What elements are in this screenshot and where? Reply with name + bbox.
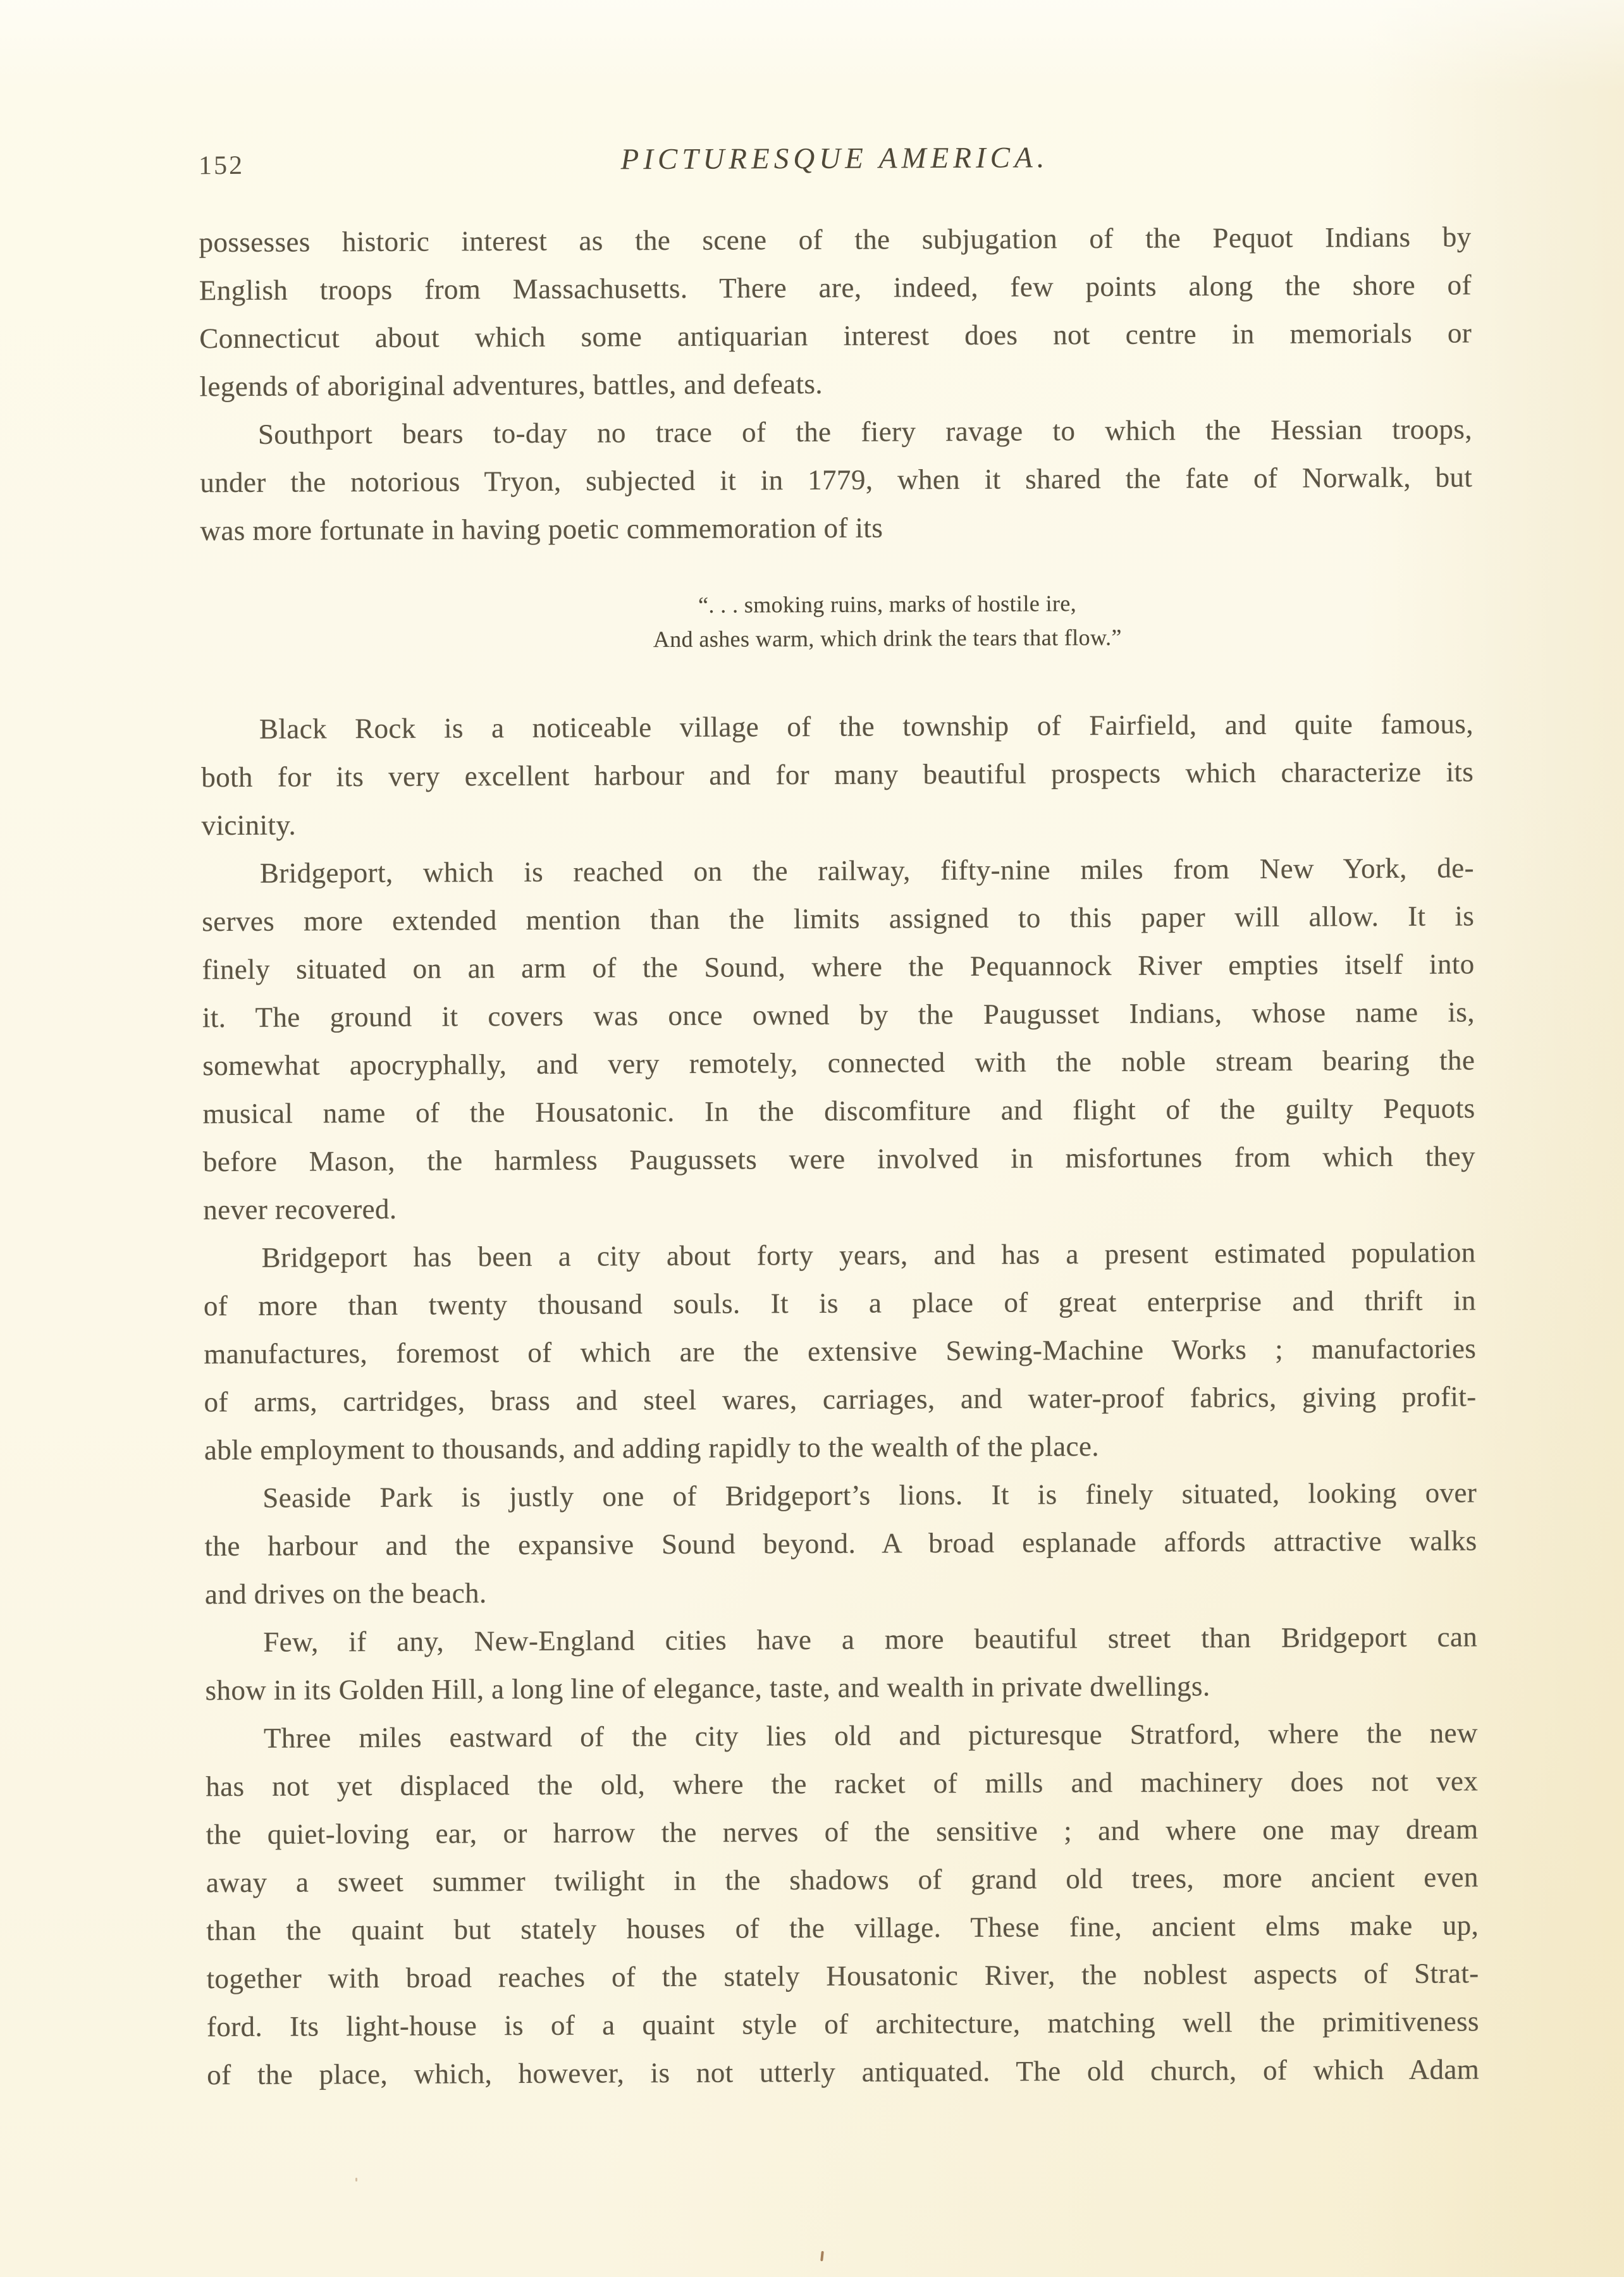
text-line: Southport bears to-day no trace of the fiery ravage to which the Hessian troops, bbox=[257, 413, 1473, 450]
text-line: Seaside Park is justly one of Bridgeport’s lions. It is finely situated, looking over bbox=[262, 1476, 1477, 1514]
text-line: finely situated on an arm of the Sound, where the Pequannock River empties itself into bbox=[202, 948, 1475, 986]
text-line: the harbour and the expansive Sound beyond. A broad esplanade affords attractive walks bbox=[204, 1525, 1477, 1562]
text-line: never recovered. bbox=[203, 1193, 397, 1226]
paragraph bbox=[202, 844, 1476, 1234]
ink-speck bbox=[355, 2178, 357, 2182]
text-line: legends of aboriginal adventures, battles, and defeats. bbox=[199, 367, 823, 403]
text-line: has not yet displaced the old, where the racket of mills and machinery does not vex bbox=[206, 1765, 1479, 1803]
verse-line: “. . . smoking ruins, marks of hostile ire, bbox=[698, 591, 1077, 618]
page-body bbox=[199, 212, 1479, 2099]
text-line: and drives on the beach. bbox=[204, 1577, 487, 1611]
paragraph bbox=[206, 1709, 1480, 2099]
text-line: ford. Its light-house is of a quaint style of architecture, matching well the primitiveness bbox=[206, 2005, 1479, 2043]
paragraph bbox=[200, 405, 1473, 555]
text-line: away a sweet summer twilight in the shadows of grand old trees, more ancient even bbox=[206, 1861, 1479, 1899]
text-line: of the place, which, however, is not utterly antiquated. The old church, of which Adam bbox=[207, 2053, 1480, 2091]
text-line: Black Rock is a noticeable village of the township of Fairfield, and quite famous, bbox=[259, 708, 1474, 745]
text-line: Bridgeport has been a city about forty years, and has a present estimated population bbox=[261, 1236, 1476, 1274]
text-line: manufactures, foremost of which are the extensive Sewing-Machine Works ; manufactories bbox=[204, 1332, 1477, 1370]
text-line: together with broad reaches of the stately Housatonic River, the noblest aspects of Strat- bbox=[206, 1957, 1479, 1995]
paragraph bbox=[203, 1228, 1477, 1474]
text-line: of more than twenty thousand souls. It is a place of great enterprise and thrift in bbox=[203, 1284, 1477, 1322]
text-line: possesses historic interest as the scene of the subjugation of the Pequot Indians by bbox=[199, 221, 1472, 259]
text-line: show in its Golden Hill, a long line of elegance, taste, and wealth in private dwellings. bbox=[205, 1670, 1210, 1707]
paragraph bbox=[201, 699, 1474, 849]
text-line: somewhat apocryphally, and very remotely, connected with the noble stream bearing the bbox=[202, 1044, 1475, 1082]
text-line: Bridgeport, which is reached on the railway, fifty-nine miles from New York, de- bbox=[259, 852, 1475, 889]
text-line: it. The ground it covers was once owned by the Paugusset Indians, whose name is, bbox=[202, 996, 1475, 1034]
text-line: Three miles eastward of the city lies old and picturesque Stratford, where the new bbox=[263, 1717, 1479, 1754]
text-line: Few, if any, New-England cities have a more beautiful street than Bridgeport can bbox=[263, 1621, 1478, 1658]
text-line: was more fortunate in having poetic commemoration of its bbox=[200, 512, 883, 547]
text-line: serves more extended mention than the limits assigned to this paper will allow. It is bbox=[202, 900, 1475, 938]
verse-line: And ashes warm, which drink the tears that flow.” bbox=[653, 624, 1122, 653]
text-line: of arms, cartridges, brass and steel wares, carriages, and water-proof fabrics, giving profit- bbox=[204, 1380, 1477, 1418]
paragraph bbox=[199, 212, 1472, 410]
text-line: both for its very excellent harbour and for many beautiful prospects which characterize its bbox=[201, 756, 1474, 794]
text-line: vicinity. bbox=[201, 809, 297, 842]
text-line: musical name of the Housatonic. In the discomfiture and flight of the guilty Pequots bbox=[202, 1092, 1475, 1130]
verse-block bbox=[200, 584, 1473, 658]
text-line: able employment to thousands, and adding rapidly to the wealth of the place. bbox=[204, 1430, 1100, 1466]
text-line: before Mason, the harmless Paugussets were involved in misfortunes from which they bbox=[202, 1140, 1476, 1178]
text-line: English troops from Massachusetts. There are, indeed, few points along the shore of bbox=[199, 269, 1472, 307]
paragraph bbox=[205, 1612, 1478, 1714]
text-line: under the notorious Tryon, subjected it in 1779, when it shared the fate of Norwalk, but bbox=[200, 461, 1473, 499]
paragraph bbox=[204, 1468, 1477, 1618]
text-line: Connecticut about which some antiquarian interest does not centre in memorials or bbox=[199, 317, 1472, 355]
text-line: than the quaint but stately houses of the village. These fine, ancient elms make up, bbox=[206, 1909, 1479, 1947]
running-header-title: PICTURESQUE AMERICA. bbox=[620, 141, 1049, 176]
page-number: 152 bbox=[198, 150, 245, 181]
text-line: the quiet-loving ear, or harrow the nerves of the sensitive ; and where one may dream bbox=[206, 1813, 1479, 1851]
